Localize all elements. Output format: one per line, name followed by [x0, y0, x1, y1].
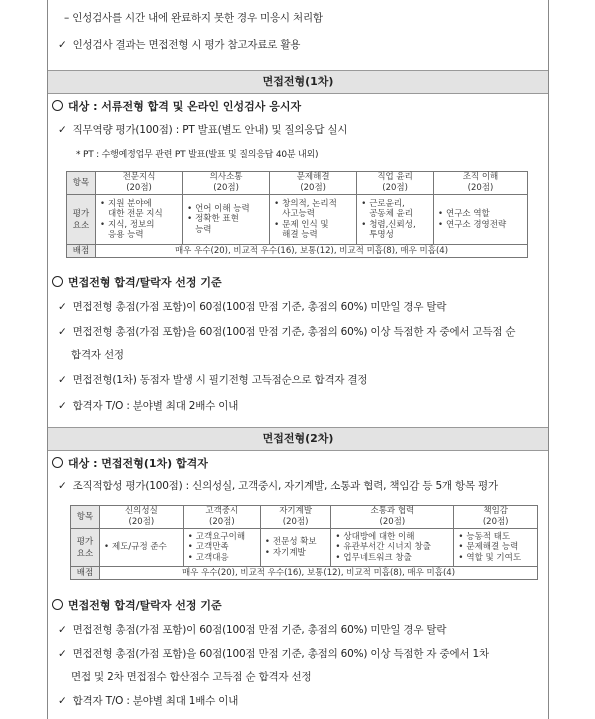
document-page: [47, 0, 549, 719]
check-icon: ✓: [58, 39, 67, 51]
table-header: 조직 이해 (20점): [434, 172, 528, 195]
round1-title: 면접전형(1차): [48, 70, 548, 94]
table-cell: • 지원 분야에 대한 전문 지식 • 지식, 정보의 응용 능력: [96, 195, 183, 245]
circle-bullet-icon: [52, 599, 63, 610]
table-header: 신의성실 (20점): [100, 506, 184, 529]
table-label-item: 항목: [71, 506, 100, 529]
table-cell: • 연구소 역할 • 연구소 경영전략: [434, 195, 528, 245]
round1-pt-note: * PT : 수행예정업무 관련 PT 발표(발표 및 질의응답 40분 내외): [76, 150, 319, 160]
round1-criterion: ✓ 면접전형 총점(가점 포함)이 60점(100점 만점 기준, 총점의 60%) 미만일 경우 탈락: [58, 301, 447, 313]
score-scale: 매우 우수(20), 비교적 우수(16), 보통(12), 비교적 미흡(8), 매우 미흡(4): [96, 245, 528, 258]
table-label-item: 항목: [67, 172, 96, 195]
round1-criterion: ✓ 면접전형(1차) 동점자 발생 시 필기전형 고득점순으로 합격자 결정: [58, 374, 368, 386]
table-cell: • 고객요구이해 • 고객만족 • 고객대응: [183, 529, 260, 567]
check-icon: ✓: [58, 624, 67, 636]
check-icon: ✓: [58, 124, 67, 136]
table-header: 전문지식 (20점): [96, 172, 183, 195]
score-scale: 매우 우수(20), 비교적 우수(16), 보통(12), 비교적 미흡(8), 매우 미흡(4): [100, 567, 538, 580]
round2-criteria-title: 면접전형 합격/탈락자 선정 기준: [52, 597, 222, 613]
round1-criteria-title: 면접전형 합격/탈락자 선정 기준: [52, 274, 222, 290]
round2-criterion-cont: 면접 및 2차 면접점수 합산점수 고득점 순 합격자 선정: [71, 671, 312, 683]
round2-criterion: ✓ 면접전형 총점(가점 포함)을 60점(100점 만점 기준, 총점의 60%) 이상 득점한 자 중에서 1차: [58, 648, 489, 660]
round1-eval: ✓ 직무역량 평가(100점) : PT 발표(별도 안내) 및 질의응답 실시: [58, 124, 348, 136]
check-icon: ✓: [58, 374, 67, 386]
round1-target: 대상 : 서류전형 합격 및 온라인 인성검사 응시자: [52, 98, 301, 114]
round1-criterion: ✓ 합격자 T/O : 분야별 최대 2배수 이내: [58, 400, 239, 412]
check-icon: ✓: [58, 301, 67, 313]
table-cell: • 능동적 태도 • 문제해결 능력 • 역할 및 기여도: [454, 529, 538, 567]
circle-bullet-icon: [52, 457, 63, 468]
circle-bullet-icon: [52, 100, 63, 111]
table-cell: • 창의적, 논리적 사고능력 • 문제 인식 및 해결 능력: [270, 195, 357, 245]
table-header: 의사소통 (20점): [183, 172, 270, 195]
check-icon: ✓: [58, 648, 67, 660]
round2-target: 대상 : 면접전형(1차) 합격자: [52, 455, 208, 471]
round2-criterion: ✓ 합격자 T/O : 분야별 최대 1배수 이내: [58, 695, 239, 707]
table-cell: • 언어 이해 능력 • 정확한 표현 능력: [183, 195, 270, 245]
round1-criterion-cont: 합격자 선정: [71, 349, 124, 361]
round2-criterion: ✓ 면접전형 총점(가점 포함)이 60점(100점 만점 기준, 총점의 60%) 미만일 경우 탈락: [58, 624, 447, 636]
table-header: 문제해결 (20점): [270, 172, 357, 195]
check-icon: ✓: [58, 480, 67, 492]
round2-eval: ✓ 조직적합성 평가(100점) : 신의성실, 고객중시, 자기계발, 소통과 협력, 책임감 등 5개 항목 평가: [58, 480, 498, 492]
table-header: 소통과 협력 (20점): [331, 506, 454, 529]
table-label-score: 배점: [71, 567, 100, 580]
table-header: 자기계발 (20점): [260, 506, 331, 529]
table-label-elements: 평가 요소: [67, 195, 96, 245]
round2-title: 면접전형(2차): [48, 427, 548, 451]
table-cell: • 상대방에 대한 이해 • 유관부서간 시너지 창출 • 업무네트워크 창출: [331, 529, 454, 567]
round2-eval-table: [70, 505, 538, 580]
round1-eval-table: [66, 171, 528, 258]
table-label-elements: 평가 요소: [71, 529, 100, 567]
table-cell: • 제도/규정 준수: [100, 529, 184, 567]
table-cell: • 전문성 확보 • 자기계발: [260, 529, 331, 567]
check-icon: ✓: [58, 695, 67, 707]
table-label-score: 배점: [67, 245, 96, 258]
round1-criterion: ✓ 면접전형 총점(가점 포함)을 60점(100점 만점 기준, 총점의 60%) 이상 득점한 자 중에서 고득점 순: [58, 326, 516, 338]
check-icon: ✓: [58, 326, 67, 338]
table-cell: • 근로윤리, 공동체 윤리 • 청렴,신뢰성, 투명성: [357, 195, 434, 245]
late-completion-note: – 인성검사를 시간 내에 완료하지 못한 경우 미응시 처리함: [64, 12, 323, 24]
table-header: 직업 윤리 (20점): [357, 172, 434, 195]
result-usage-note: ✓ 인성검사 결과는 면접전형 시 평가 참고자료로 활용: [58, 39, 301, 51]
check-icon: ✓: [58, 400, 67, 412]
circle-bullet-icon: [52, 276, 63, 287]
table-header: 고객중시 (20점): [183, 506, 260, 529]
table-header: 책임감 (20점): [454, 506, 538, 529]
